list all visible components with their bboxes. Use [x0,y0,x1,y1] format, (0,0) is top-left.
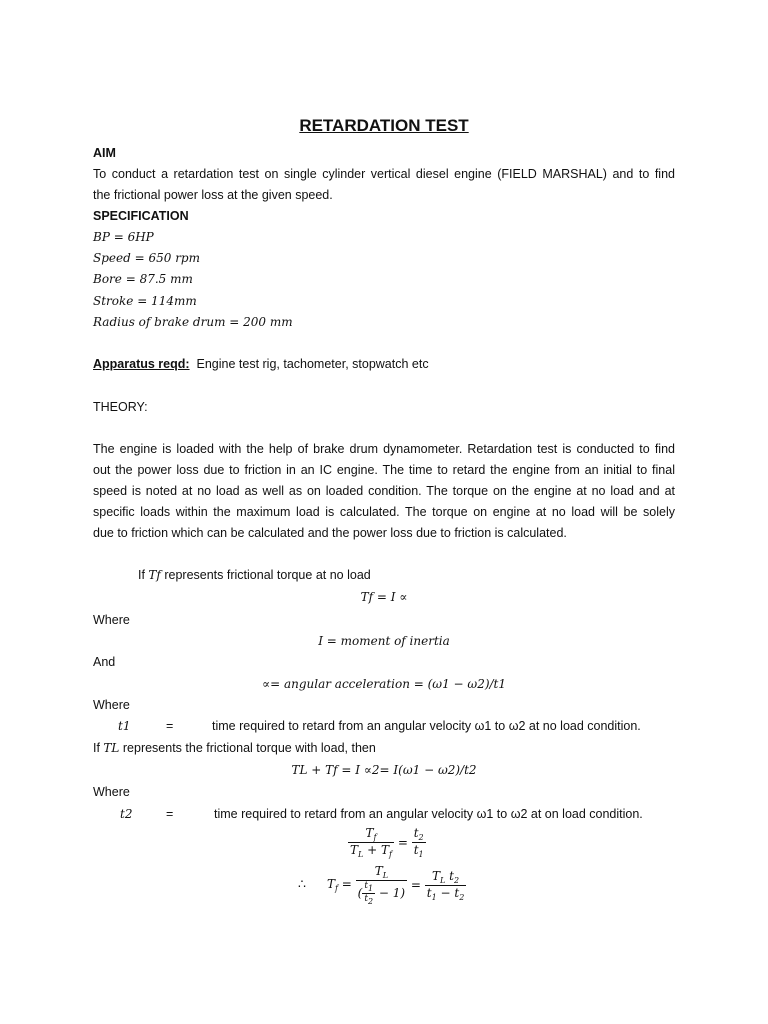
specification-heading: SPECIFICATION [93,209,189,223]
spec-bp: BP = 6HP [93,230,154,244]
theory-heading: THEORY: [93,400,148,414]
equation-inertia: I = moment of inertia [318,634,450,648]
apparatus-label: Apparatus reqd: [93,357,190,371]
page-title: RETARDATION TEST [299,116,469,135]
equation-torque-ratio: $\frac{T_f}{T_L + T_f}$ = $\frac{t_2}{t_1}$ [350,826,424,859]
theory-line-1: The engine is loaded with the help of brake drum dynamometer. Retardation test is conducted to find [93,442,675,456]
tf-symbol: Tf [148,568,161,582]
t2-symbol: t2 [120,807,133,821]
aim-line-2: the frictional power loss at the given speed. [93,188,333,202]
if-tf-line: If Tf represents frictional torque at no load [138,568,371,582]
therefore-symbol: ∴ [298,877,306,891]
t2-description: time required to retard from an angular velocity ω1 to ω2 at on load condition. [214,807,643,821]
where-label-3: Where [93,785,130,799]
spec-speed: Speed = 650 rpm [93,251,200,265]
spec-stroke: Stroke = 114mm [93,294,197,308]
aim-line-1: To conduct a retardation test on single cylinder vertical diesel engine (FIELD MARSHAL) and to find [93,167,675,181]
equation-tf: Tf = I ∝ [360,590,408,604]
where-label-1: Where [93,613,130,627]
equation-frictional-torque: $T_f$ = $T_L$ ( $\frac{t1}{t2}$ − 1) = $\frac{T_L t_2}{t_1 - t_2}$ [327,864,465,906]
where-label-2: Where [93,698,130,712]
theory-line-2: out the power loss due to friction in an IC engine. The time to retard the engine from an initial to final [93,463,675,477]
apparatus-value: Engine test rig, tachometer, stopwatch etc [196,357,429,371]
apparatus-line [93,357,429,371]
spec-bore: Bore = 87.5 mm [93,272,193,286]
theory-line-3: speed is noted at no load as well as on loaded condition. The torque on the engine at no load and at [93,484,675,498]
theory-line-4: specific loads within the maximum load is calculated. The torque on engine at no load will be solely [93,505,675,519]
theory-line-5: due to friction which can be calculated and the power loss due to friction is calculated. [93,526,567,540]
spec-radius: Radius of brake drum = 200 mm [93,315,293,329]
equation-angular-acceleration: ∝= angular acceleration = (ω1 − ω2)/t1 [261,677,507,691]
tl-symbol: TL [103,741,120,755]
t1-equals: = [166,719,174,733]
and-label: And [93,655,116,669]
equation-loaded-torque: TL + Tf = I ∝2= I(ω1 − ω2)/t2 [291,763,477,777]
t1-description: time required to retard from an angular velocity ω1 to ω2 at no load condition. [212,719,641,733]
t2-equals: = [166,807,174,821]
if-tl-line: If TL represents the frictional torque with load, then [93,741,376,755]
t1-symbol: t1 [118,719,131,733]
aim-heading: AIM [93,146,116,160]
